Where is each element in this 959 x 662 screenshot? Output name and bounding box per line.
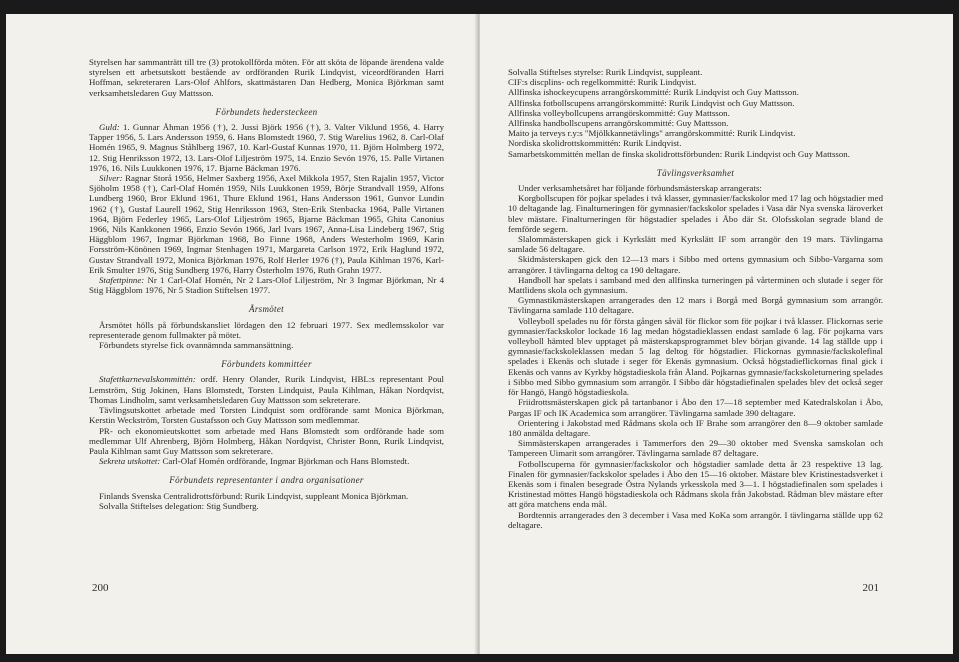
competition-paragraph: Skidmästerskapen gick den 12—13 mars i Sibbo med ortens gymnasium och Sibbo-Vargarna som arrangörer. I tävlingarna deltog ca 190 deltagare. xyxy=(508,254,883,275)
org-line: Allfinska volleybollcupens arrangörskommitté: Guy Mattsson. xyxy=(508,107,730,118)
silver-paragraph xyxy=(89,173,444,275)
page-number-right: 201 xyxy=(862,582,879,594)
relay-committee-lead: Stafettkarnevalskommittén: xyxy=(99,374,196,385)
competition-paragraph: Friidrottsmästerskapen gick på tartanbanor i Åbo den 17—18 september med Katedralskolan i Åbo, Pargas IF och IK Academica som arrangörer. Tävlingarna samlade 390 deltagare. xyxy=(508,397,883,418)
org-line: Solvalla Stiftelses styrelse: Rurik Lindqvist, suppleant. xyxy=(508,67,703,77)
page-number-left: 200 xyxy=(92,582,109,594)
left-page xyxy=(6,14,476,654)
right-text-column xyxy=(508,67,883,530)
competition-paragraph: Slalommästerskapen gick i Kyrkslätt med Kyrkslätt IF som arrangör den 19 mars. Tävlingarna samlade 56 deltagare. xyxy=(508,234,883,255)
competition-paragraph: Simmästerskapen arrangerades i Tammerfors den 29—30 oktober med Svenska samskolan och Tampereen Uimarit som arrangörer. Tävlingarna samlade 87 deltagare. xyxy=(508,438,883,459)
competition-paragraph: Orientering i Jakobstad med Rådmans skola och IF Brahe som arrangörer den 8—9 oktober samlade 180 anmälda deltagare. xyxy=(508,417,883,438)
competition-paragraph: Handboll har spelats i samband med den allfinska turneringen på vårterminen och slutade i seger för Mattlidens skola och gymnasium. xyxy=(508,274,883,296)
representatives-paragraph-2: Solvalla Stiftelses delegation: Stig Sundberg. xyxy=(99,500,259,511)
committees-heading: Förbundets kommittéer xyxy=(221,359,312,370)
right-page xyxy=(480,14,953,654)
org-line: Samarbetskommittén mellan de finska skolidrottsförbunden: Rurik Lindqvist och Guy Mattsson. xyxy=(508,148,850,159)
representatives-paragraph-1: Finlands Svenska Centralidrottsförbund: Rurik Lindqvist, suppleant Monica Björkman. xyxy=(99,490,409,501)
representatives-heading: Förbundets representanter i andra organisationer xyxy=(169,475,364,486)
relay-committee-text: ordf. Henry Olander, Rurik Lindqvist, HBL:s representant Poul Lemström, Stig Jokinen, Hans Blomstedt, Torsten Lindquist, Paula Kihlman, Håkan Nordqvist, Thomas Lindholm, samt verksamhetsledaren Guy Mattsson som sekreterare. xyxy=(89,374,444,405)
org-line: Nordiska skolidrottskommittén: Rurik Lindqvist. xyxy=(508,138,682,149)
baton-paragraph xyxy=(89,275,444,295)
secret-committee-paragraph xyxy=(89,456,444,466)
annual-meeting-paragraph: Årsmötet hölls på förbundskansliet lördagen den 12 februari 1977. Sex medlemsskolor var representerade genom fullmakter på mötet. xyxy=(89,319,444,340)
secret-committee-lead: Sekreta utskottet: xyxy=(99,456,161,467)
org-line: Maito ja terveys r.y:s "Mjölkkannetävlings" arrangörskommitté: Rurik Lindqvist. xyxy=(508,128,796,139)
gold-lead: Guld: xyxy=(99,122,120,133)
gold-text: 1. Gunnar Åhman 1956 (†), 2. Jussi Björk 1956 (†), 3. Valter Viklund 1956, 4. Harry Tapper 1956, 5. Lars Andersson 1959, 6. Hans Blomstedt 1960, 7. Stig Warelius 1962, 8. Carl-Olaf Homén 1965, 9. Magnus Ståhlberg 1967, 10. Karl-Gustaf Kunnas 1970, 11. Björn Holmberg 1972, 12. Stig Henriksson 1972, 13. Lars-Olof Liljeström 1975, 14. Enzio Sevón 1976, 15. Palle Virtanen 1976, 16. Nils Luukkonen 1976, 17. Bjarne Bäckman 1976. xyxy=(89,122,444,173)
org-line: Allfinska ishockeycupens arrangörskommitté: Rurik Lindqvist och Guy Mattsson. xyxy=(508,87,799,98)
baton-lead: Stafettpinne: xyxy=(99,275,145,286)
silver-text: Ragnar Storå 1956, Helmer Saxberg 1956, Axel Mikkola 1957, Sten Rajalin 1957, Victor Sjöholm 1958 (†), Carl-Olaf Homén 1959, Nils Luukkonen 1959, Börje Strandvall 1959, Alfons Lundberg 1960, Bror Eklund 1961, Thure Eklund 1961, Hans Andersson 1961, Gunvor Lundin 1962 (†), Gustaf Laurell 1962, Stig Henriksson 1963, Sten-Erik Stenbacka 1964, Palle Virtanen 1964, Björn Federley 1965, Lars-Olof Liljeström 1965, Bjarne Bäckman 1965, Ghita Canonius 1966, Nils Kankkonen 1966, Enzio Sevón 1966, Jarl Ivars 1967, Anna-Lisa Lindeberg 1967, Stig Häggblom 1967, Ingmar Björkman 1968, Bo Finne 1968, Anders Westerholm 1969, Karin Forsström-Könönen 1969, Ingmar Stenhagen 1971, Margareta Carlson 1972, Erik Haglund 1972, Gustav Strandvall 1972, Monica Björkman 1976, Rolf Herler 1976 (†), Paula Kihlman 1976, Karl-Erik Smulter 1976, Stig Sundberg 1976, Harry Österholm 1976, Ruth Grahn 1977. xyxy=(89,173,444,275)
left-text-column xyxy=(89,57,444,511)
board-paragraph: Styrelsen har sammanträtt till tre (3) protokollförda möten. För att sköta de löpande ärendena valde styrelsen ett arbetsutskott bestående av ordföranden Rurik Lindqvist, viceordföranden Harri Hoffman, sekreteraren Lars-Olof Ahlfors, skattmästaren Dan Hedberg, Monica Björkman samt verksamhetsledaren Guy Mattsson. xyxy=(89,57,444,98)
pr-committee-paragraph: PR- och ekonomieutskottet som arbetade med Hans Blomstedt som ordförande hade som medlemmar Ulf Ahrenberg, Björn Holmberg, Håkan Nordqvist, Christer Bonn, Rurik Lindqvist, Paula Kihlman samt Guy Mattsson som sekreterare. xyxy=(89,425,444,456)
secret-committee-text: Carl-Olaf Homén ordförande, Ingmar Björkman och Hans Blomstedt. xyxy=(160,456,410,467)
competition-committee-paragraph: Tävlingsutskottet arbetade med Torsten Lindquist som ordförande samt Monica Björkman, Kerstin Weckström, Torsten Gustafsson och Guy Mattsson som medlemmar. xyxy=(89,405,444,426)
baton-text: Nr 1 Carl-Olaf Homén, Nr 2 Lars-Olof Liljeström, Nr 3 Ingmar Björkman, Nr 4 Stig Häggblom 1976, Nr 5 Stadion Stiftelsen 1977. xyxy=(89,275,444,296)
badge-heading: Förbundets hedersteckeen xyxy=(215,106,318,117)
org-line: Allfinska fotbollscupens arrangörskommitté: Rurik Lindqvist och Guy Mattsson. xyxy=(508,97,795,108)
board-composition-paragraph: Förbundets styrelse fick ovannämnda sammansättning. xyxy=(99,340,294,351)
competition-paragraph: Gymnastikmästerskapen arrangerades den 12 mars i Borgå med Borgå gymnasium som arrangör. Tävlingarna samlade 110 deltagare. xyxy=(508,295,883,316)
org-line: CIF:s discplins- och regelkommitté: Rurik Lindqvist. xyxy=(508,77,697,88)
competition-paragraph: Korgbollscupen för pojkar spelades i två klasser, gymnasier/fackskolor med 17 lag och högstadier med 10 deltagande lag. Finalturneringen för gymnasier/fackskolor spelades i Vasa där Nya svenska läroverket blev mästare. Finalturneringen för högstadier spelades i Åbo där St. Olofsskolan segrade bland de femförde segern. xyxy=(508,193,883,234)
gold-paragraph xyxy=(89,122,444,173)
competition-paragraph: Under verksamhetsåret har följande förbundsmästerskap arrangerats: xyxy=(518,183,762,194)
competition-paragraph: Volleyboll spelades nu för första gången såväl för flickor som för pojkar i två klasser. Flickornas serie gymnasier/fackskolor lockade 16 lag medan högstadieklassen endast samlade 6 lag. För pojkarna vars volleyboll hämted blev upptaget på mästerskapsprogrammet blev början givande. 14 lag ställde upp i gymnasie/fackskoleklassen medan 5 lag deltog för högstadier. Flickornas gymnasie/fackskolefinal spelades i Ekenäs och slutade i seger för Ekenäs gymnasium. Också högstadieflickornas final gick i Ekenäs och vanns av Kyrkby högstadieskola från Åland. Pojkarnas gymnasie/fackskoleturnering spelades i Sibbo med Sibbo gymnasium som arrangör. I Sibbo där högstadiefinalen spelades blev det också seger för Hangö, Hangö högstadieskola. xyxy=(508,315,883,398)
annual-meeting-heading: Årsmötet xyxy=(249,304,284,315)
organizations-list xyxy=(508,67,883,159)
competition-paragraph: Fotbollscuperna för gymnasier/fackskolor och högstadier samlade detta år 23 respektive 13 lag. Finalen för gymnasier/fackskolor spelades i Åbo den 15—16 oktober. Mästare blev Kristinestadsverket i Ekenäs som i finalen besegrade Östra Nylands yrkesskola med 3—1. I högstadiefinalen som spelades i Kristinestad möttes Hangö högstadieskola och Rådmans skola från Jakobstad. Rådman blev mästare efter att göra matchens enda mål. xyxy=(508,458,883,510)
competitions-heading: Tävlingsverksamhet xyxy=(656,167,735,178)
silver-lead: Silver: xyxy=(99,173,123,184)
relay-committee-paragraph xyxy=(89,374,444,405)
org-line: Allfinska handbollscupens arrangörskommitté: Guy Mattsson. xyxy=(508,118,729,129)
competition-paragraph: Bordtennis arrangerades den 3 december i Vasa med KoKa som arrangör. I tävlingarna ställde upp 62 deltagare. xyxy=(508,509,883,530)
